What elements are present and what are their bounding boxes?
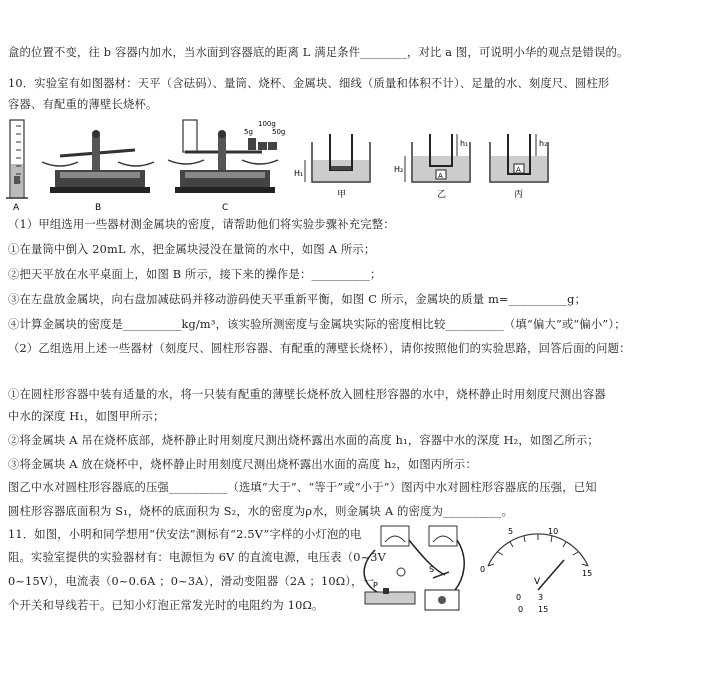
text-line: ③将金属块 A 放在烧杯中，烧杯静止时用刻度尺测出烧杯露出水面的高度 h₂，如图丙所示： bbox=[8, 458, 477, 471]
dial-unit-v: V bbox=[534, 577, 541, 587]
switch-label: S bbox=[429, 565, 435, 574]
figure-voltmeter-dial bbox=[478, 520, 598, 620]
dial-tick-15: 15 bbox=[582, 569, 593, 578]
text-line: 容器、有配重的薄壁长烧杯。 bbox=[8, 98, 158, 111]
label-H1: H₁ bbox=[294, 169, 304, 178]
dial-terminal-3: 3 bbox=[538, 593, 544, 602]
dial-tick-10: 10 bbox=[548, 527, 559, 536]
question-10-text: 10．实验室有如图器材：天平（含砝码）、量筒、烧杯、金属块、细线（质量和体积不计）、足量的水、刻度尺、圆柱形 bbox=[8, 77, 610, 90]
figure-circuit bbox=[345, 520, 475, 620]
figure-apparatus-row bbox=[0, 112, 714, 212]
label-a: A bbox=[13, 203, 20, 212]
block-a-label: A bbox=[516, 166, 521, 174]
text-line: ③在左盘放金属块，向右盘加减砝码并移动游码使天平重新平衡，如图 C 所示，金属块的质量 m=__________g； bbox=[8, 293, 587, 306]
figure-c-balance-weights bbox=[168, 120, 285, 212]
text-line: ②把天平放在水平桌面上，如图 B 所示，接下来的操作是：__________； bbox=[8, 268, 382, 281]
text-line: 0~15V），电流表（0~0.6A ；0~3A），滑动变阻器（2A ；10Ω），一 bbox=[8, 575, 375, 588]
slider-label: P bbox=[373, 581, 378, 590]
text-line: ②将金属块 A 吊在烧杯底部，烧杯静止时用刻度尺测出烧杯露出水面的高度 h₁，容器中水的深度 H₂，如图乙所示； bbox=[8, 434, 599, 447]
figure-bing-beaker bbox=[490, 134, 548, 200]
question-11-text: 11．如图，小明和同学想用“伏安法”测标有“2.5V”字样的小灯泡的电 bbox=[8, 528, 362, 541]
figure-jia-beaker bbox=[294, 134, 370, 200]
dial-tick-5: 5 bbox=[508, 527, 514, 536]
text-line: ①在量筒中倒入 20mL 水，把金属块浸没在量筒的水中，如图 A 所示； bbox=[8, 243, 376, 256]
label-h2: h₂ bbox=[539, 139, 548, 148]
dial-terminal-0: 0 bbox=[516, 593, 522, 602]
figure-b-balance bbox=[42, 130, 154, 212]
dial-terminal-0b: 0 bbox=[518, 605, 524, 614]
text-line: （2）乙组选用上述一些器材（刻度尺、圆柱形容器、有配重的薄壁长烧杯），请你按照他们的实验思路，回答后面的问题： bbox=[8, 342, 631, 355]
text-line: （1）甲组选用一些器材测金属块的密度，请帮助他们将实验步骤补充完整： bbox=[8, 218, 395, 231]
text-line: 阻。实验室提供的实验器材有：电源恒为 6V 的直流电源，电压表（0~3V bbox=[8, 551, 387, 564]
text-line: 圆柱形容器底面积为 S₁，烧杯的底面积为 S₂，水的密度为ρ水，则金属块 A 的密度为__________。 bbox=[8, 505, 514, 518]
label-h1: h₁ bbox=[460, 139, 469, 148]
dial-tick-0: 0 bbox=[480, 565, 486, 574]
label-b: B bbox=[95, 203, 102, 212]
label-c: C bbox=[222, 203, 229, 212]
text-line: 盒的位置不变，往 b 容器内加水，当水面到容器底的距离 L 满足条件________，对比 a 图，可说明小华的观点是错误的。 bbox=[8, 46, 629, 59]
weight-5g-label: 5g bbox=[244, 128, 253, 136]
figure-a-graduated-cylinder bbox=[6, 120, 28, 212]
label-bing: 丙 bbox=[514, 190, 524, 200]
figure-yi-beaker bbox=[394, 134, 470, 200]
block-a-label: A bbox=[438, 172, 443, 180]
label-H2: H₂ bbox=[394, 165, 404, 174]
text-line: ④计算金属块的密度是__________kg/m³，该实验所测密度与金属块实际的密度相比较__________（填“偏大”或“偏小”）； bbox=[8, 318, 626, 331]
dial-terminal-15: 15 bbox=[538, 605, 549, 614]
text-line: ①在圆柱形容器中装有适量的水，将一只装有配重的薄壁长烧杯放入圆柱形容器的水中，烧杯静止时用刻度尺测出容器 bbox=[8, 388, 606, 401]
text-line: 中水的深度 H₁，如图甲所示； bbox=[8, 410, 165, 423]
weight-100g-label: 100g bbox=[258, 120, 276, 128]
weight-50g-label: 50g bbox=[272, 128, 286, 136]
label-jia: 甲 bbox=[337, 190, 347, 200]
text-line: 图乙中水对圆柱形容器底的压强__________（选填“大于”、“等于”或“小于”）图丙中水对圆柱形容器底的压强，已知 bbox=[8, 481, 597, 494]
text-line: 个开关和导线若干。已知小灯泡正常发光时的电阻约为 10Ω。 bbox=[8, 599, 324, 612]
label-yi: 乙 bbox=[437, 190, 447, 200]
